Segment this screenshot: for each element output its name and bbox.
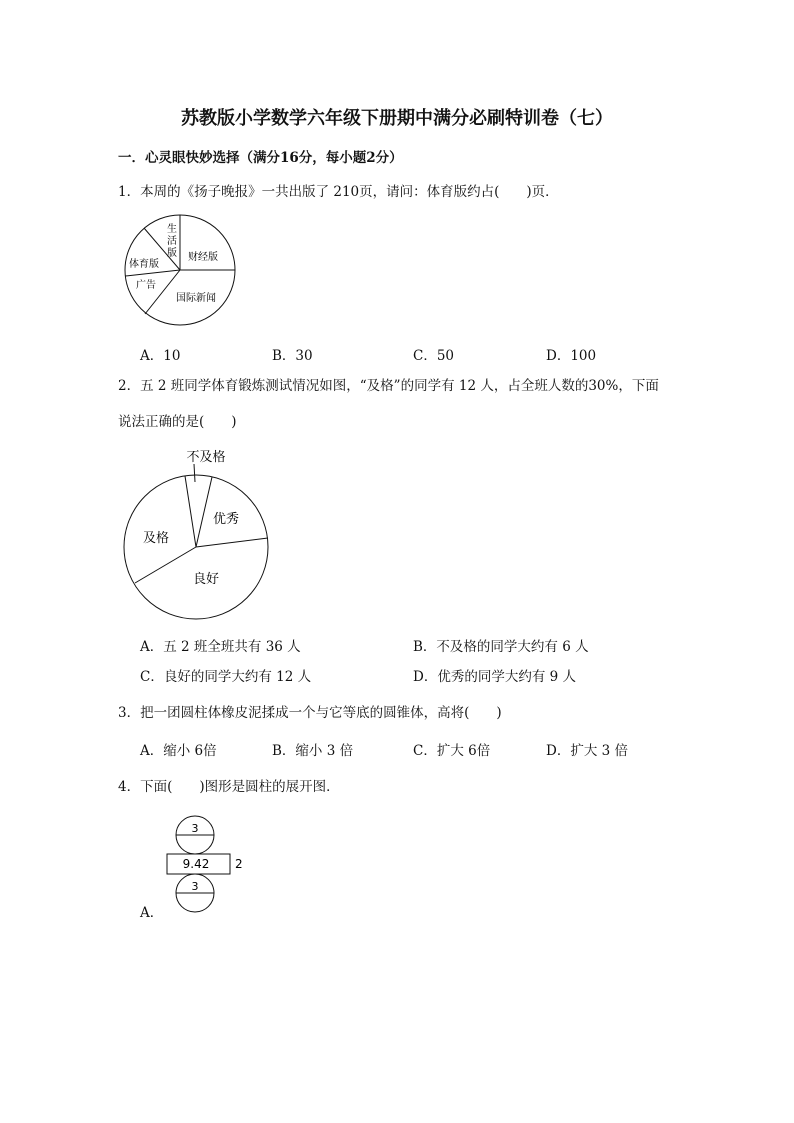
q2-option-d: D．优秀的同学大约有 9 人 [413,669,576,685]
cylinder-net-figure [160,815,260,915]
pie-divider [135,547,196,583]
pie-divider [185,476,196,547]
slice-label-good: 良好 [192,572,220,587]
page-title: 苏教版小学数学六年级下册期中满分必刷特训卷（七） [181,108,613,129]
q1-option-b: B．30 [272,348,313,364]
question-2-text-cont: 说法正确的是( ) [118,414,237,430]
q1-option-d: D．100 [546,348,597,364]
slice-label-sports: 体育版 [129,259,159,270]
question-2-text: 2．五 2 班同学体育锻炼测试情况如图，“及格”的同学有 12 人，占全班人数的30%，下面 [118,378,659,394]
q3-option-b: B．缩小 3 倍 [272,743,354,759]
slice-label-finance: 财经版 [188,252,218,263]
fitness-pie-chart [118,442,278,622]
slice-label-fail: 不及格 [186,450,226,465]
top-circle-label: 3 [191,822,199,835]
rect-length-label: 9.42 [182,857,210,871]
pie-divider [196,477,212,547]
question-1-text: 1．本周的《扬子晚报》一共出版了 210页，请问：体育版约占( )页． [118,184,559,200]
pie-divider [145,270,180,314]
bottom-circle-label: 3 [191,880,199,893]
pie-divider [125,270,180,276]
q3-option-a: A．缩小 6倍 [140,743,217,759]
q3-option-c: C．扩大 6倍 [413,743,491,759]
q1-option-c: C．50 [413,348,455,364]
newspaper-pie-chart [110,205,250,340]
rect-height-label: 2 [235,857,243,871]
slice-label-life: 生 [167,224,177,235]
q2-option-a: A．五 2 班全班共有 36 人 [140,639,301,655]
slice-label-intl: 国际新闻 [176,293,216,304]
pie-divider [196,538,268,547]
q1-option-a: A．10 [140,348,181,364]
section-heading: 一．心灵眼快妙选择（满分16分，每小题2分） [118,150,403,166]
slice-label-life: 版 [167,248,177,259]
question-3-text: 3．把一团圆柱体橡皮泥揉成一个与它等底的圆锥体，高将( ) [118,705,502,721]
q2-option-c: C．良好的同学大约有 12 人 [140,669,312,685]
slice-label-life: 活 [167,236,177,247]
q2-option-b: B．不及格的同学大约有 6 人 [413,639,589,655]
q3-option-d: D．扩大 3 倍 [546,743,628,759]
q4-option-a: A． [140,905,164,921]
question-4-text: 4．下面( )图形是圆柱的展开图． [118,779,340,795]
slice-label-ads: 广告 [136,280,156,291]
label-leader-line [194,464,195,482]
slice-label-excellent: 优秀 [212,512,240,527]
slice-label-pass: 及格 [142,531,170,546]
